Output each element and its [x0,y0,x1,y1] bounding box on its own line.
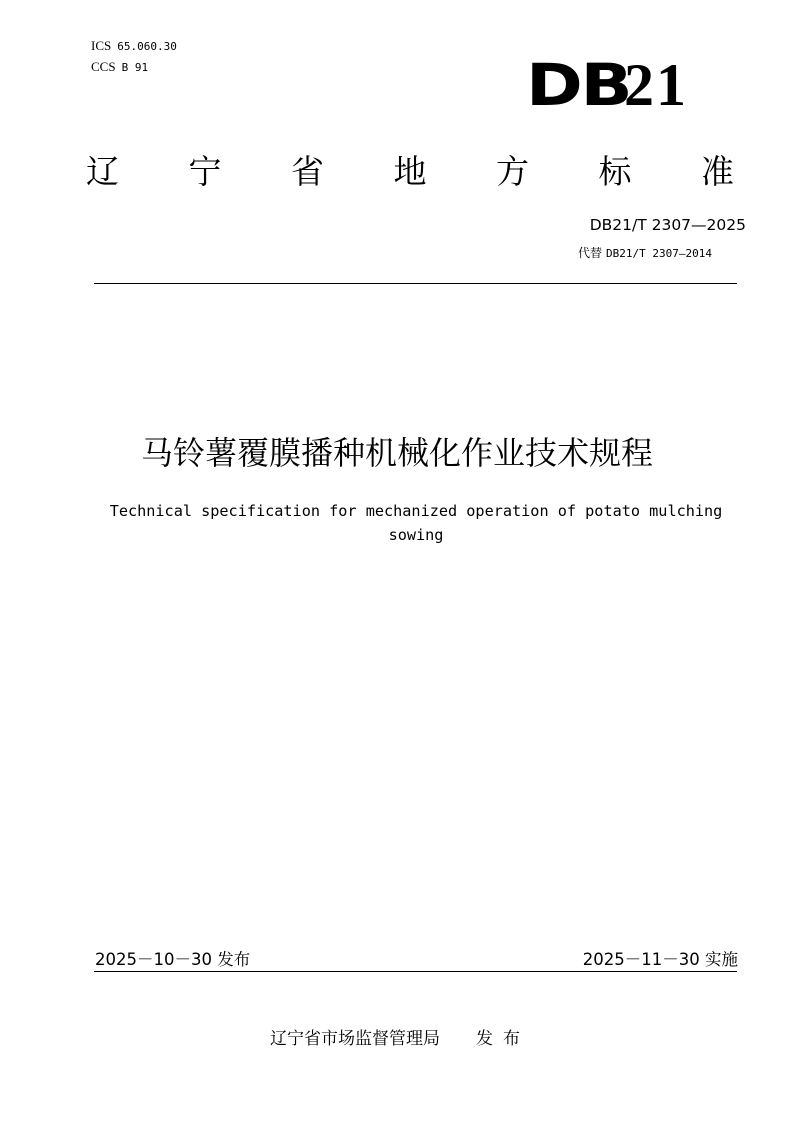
footer-divider [94,971,737,972]
standard-type-title [86,150,734,194]
document-title-english: Technical specification for mechanized operation of potato mulching sowing [109,502,723,544]
replaces-label: 代替 [578,246,603,260]
ics-code [91,38,177,59]
classification-codes [91,38,177,80]
title-char: 宁 [188,152,222,191]
ccs-value: B 91 [121,61,149,74]
issuer-name: 辽宁省市场监督管理局 [270,1029,440,1049]
document-title-chinese: 马铃薯覆膜播种机械化作业技术规程 [140,434,653,472]
title-char: 辽 [86,152,119,191]
title-char: 标 [598,152,632,191]
title-char: 方 [496,152,529,191]
logo-letters: DB [526,51,631,119]
header-divider [94,283,737,284]
db21-logo [526,51,688,119]
issue-date: 2025－10－30 发布 [95,950,251,969]
logo-number: 21 [624,52,688,118]
implement-date: 2025－11－30 实施 [582,950,738,969]
replaces-number: DB21/T 2307—2014 [606,247,712,260]
title-char: 准 [701,152,734,191]
ics-label: ICS [91,38,112,53]
replaces-standard [578,244,712,261]
title-char: 地 [393,152,427,191]
title-char: 省 [291,152,324,191]
ics-value: 65.060.30 [117,40,177,53]
issuing-authority [270,1024,530,1049]
ccs-code [91,59,177,80]
issuer-action: 发布 [476,1029,530,1049]
ccs-label: CCS [91,59,116,74]
standard-number: DB21/T 2307—2025 [589,216,746,234]
